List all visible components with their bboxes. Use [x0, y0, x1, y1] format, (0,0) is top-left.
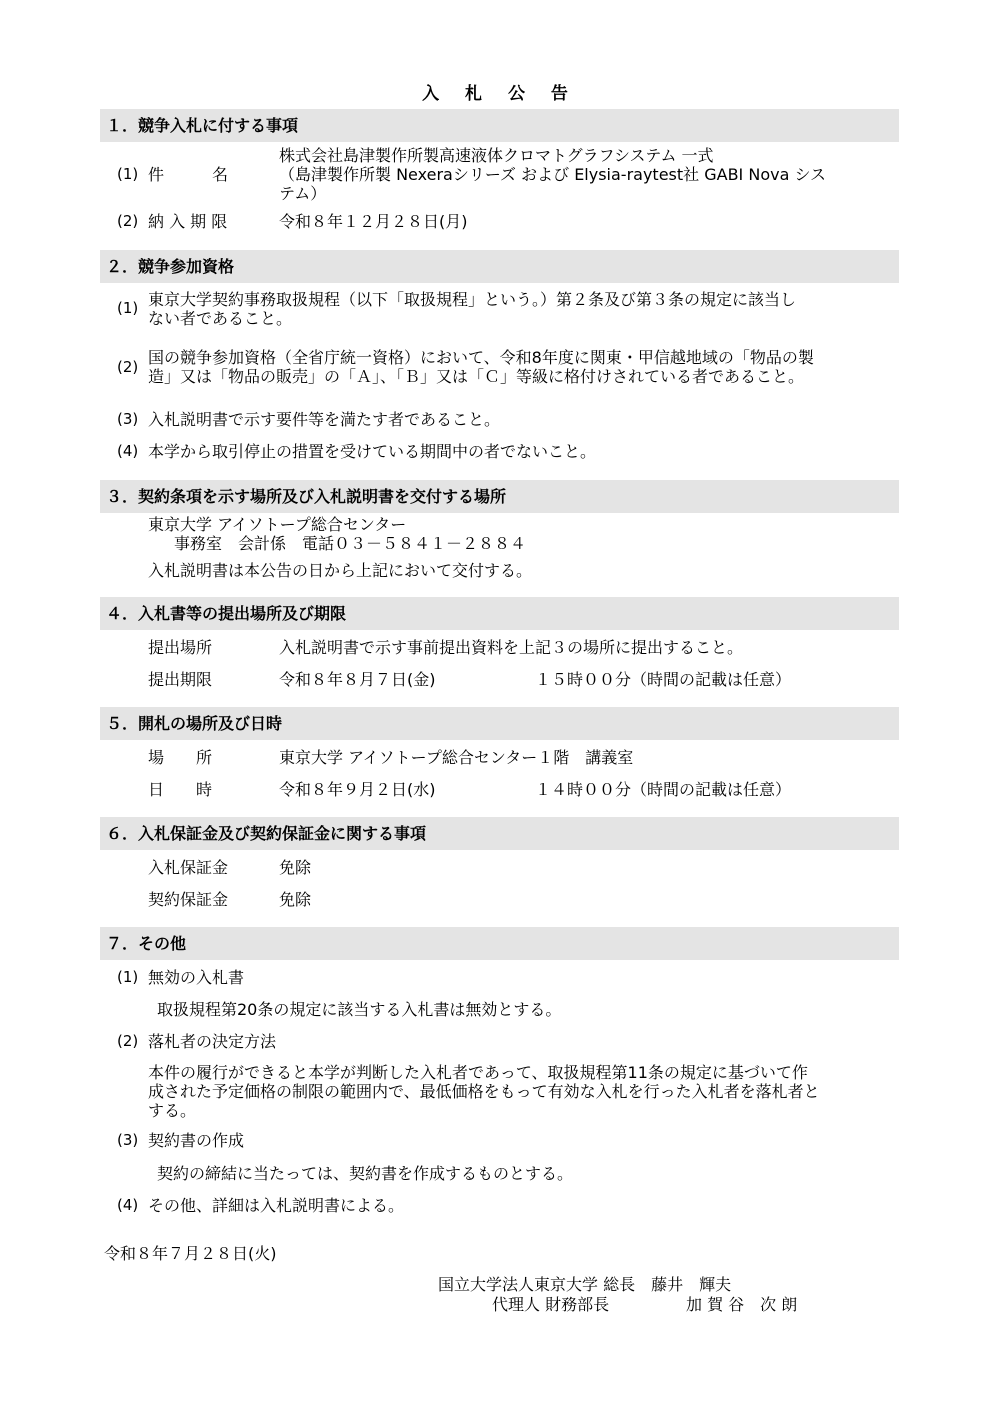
s7-item2-title: 落札者の決定方法 [148, 1032, 277, 1051]
s1-item1-line: テム） [279, 184, 327, 203]
s7-item2-line: 本件の履行ができると本学が判断した入札者であって、取扱規程第11条の規定に基づいて作 [148, 1063, 808, 1082]
s7-item1-title: 無効の入札書 [148, 968, 245, 987]
s4-deadline-time: １５時００分（時間の記載は任意） [535, 670, 792, 689]
section-3-heading: ３．契約条項を示す場所及び入札説明書を交付する場所 [106, 487, 507, 506]
s2-item3-line: 入札説明書で示す要件等を満たす者であること。 [148, 410, 501, 429]
section-2-heading: ２．競争参加資格 [106, 257, 235, 276]
s7-item4-title: その他、詳細は入札説明書による。 [148, 1196, 405, 1215]
s6-contract-label: 契約保証金 [148, 890, 229, 909]
s3-line-3: 入札説明書は本公告の日から上記において交付する。 [148, 561, 533, 580]
s7-item3-number: (3) [117, 1131, 139, 1149]
s7-item4-number: (4) [117, 1196, 139, 1214]
s2-item4-number: (4) [117, 442, 139, 460]
s5-place-value: 東京大学 アイソトープ総合センター１階 講義室 [279, 748, 634, 767]
s7-item1-number: (1) [117, 968, 139, 986]
s7-item1-body: 取扱規程第20条の規定に該当する入札書は無効とする。 [157, 1000, 562, 1019]
s1-item1-line: 株式会社島津製作所製高速液体クロマトグラフシステム 一式 [279, 146, 714, 165]
s2-item2-line: 造」又は「物品の販売」の「Ａ」、「Ｂ」又は「Ｃ」等級に格付けされている者であること。 [148, 367, 805, 386]
section-5-heading: ５．開札の場所及び日時 [106, 714, 283, 733]
s2-item1-line: ない者であること。 [148, 309, 293, 328]
s5-time-value: １４時００分（時間の記載は任意） [535, 780, 792, 799]
s3-line-1: 東京大学 アイソトープ総合センター [148, 515, 407, 534]
section-7-header [100, 927, 899, 960]
s2-item1-line: 東京大学契約事務取扱規程（以下「取扱規程」という。）第２条及び第３条の規定に該当し [148, 290, 797, 309]
signatory-agent-name: 加 賀 谷 次 朗 [686, 1295, 798, 1314]
s7-item2-line: 成された予定価格の制限の範囲内で、最低価格をもって有効な入札を行った入札者を落札者と [148, 1082, 820, 1101]
signatory-agent-role: 代理人 財務部長 [492, 1295, 610, 1314]
section-1-heading: １．競争入札に付する事項 [106, 116, 299, 135]
s4-place-label: 提出場所 [148, 638, 213, 657]
s7-item3-body: 契約の締結に当たっては、契約書を作成するものとする。 [157, 1164, 574, 1183]
section-3-header [100, 480, 899, 513]
s3-line-2: 事務室 会計係 電話０３－５８４１－２８８４ [174, 534, 527, 553]
s1-item1-line: （島津製作所製 Nexeraシリーズ および Elysia-raytest社 GABI Nova シス [279, 165, 827, 184]
s2-item2-number: (2) [117, 358, 139, 376]
notice-title: 入 札 公 告 [422, 84, 578, 104]
s1-item2-value: 令和８年１２月２８日(月) [279, 212, 468, 231]
section-5-header [100, 707, 899, 740]
section-1-header [100, 109, 899, 142]
s2-item1-number: (1) [117, 299, 139, 317]
s5-place-label: 場 所 [148, 748, 213, 767]
s2-item4-line: 本学から取引停止の措置を受けている期間中の者でないこと。 [148, 442, 597, 461]
s7-item3-title: 契約書の作成 [148, 1131, 245, 1150]
section-4-header [100, 597, 899, 630]
s1-item2-number: (2) [117, 212, 139, 230]
notice-date: 令和８年７月２８日(火) [104, 1244, 277, 1263]
s2-item2-line: 国の競争参加資格（全省庁統一資格）において、令和8年度に関東・甲信越地域の「物品の製 [148, 348, 814, 367]
signatory-president: 国立大学法人東京大学 総長 藤井 輝夫 [438, 1275, 732, 1294]
s4-deadline-date: 令和８年８月７日(金) [279, 670, 436, 689]
section-6-header [100, 817, 899, 850]
s6-contract-value: 免除 [279, 890, 312, 909]
s4-place-value: 入札説明書で示す事前提出資料を上記３の場所に提出すること。 [279, 638, 744, 657]
s7-item2-line: する。 [148, 1101, 197, 1120]
s5-date-label: 日 時 [148, 780, 213, 799]
s1-item1-label: 件 名 [148, 165, 229, 184]
s1-item2-label: 納 入 期 限 [148, 212, 228, 231]
s2-item3-number: (3) [117, 410, 139, 428]
s6-bid-value: 免除 [279, 858, 312, 877]
s1-item1-number: (1) [117, 165, 139, 183]
s7-item2-number: (2) [117, 1032, 139, 1050]
section-4-heading: ４．入札書等の提出場所及び期限 [106, 604, 347, 623]
s4-deadline-label: 提出期限 [148, 670, 213, 689]
s5-date-value: 令和８年９月２日(水) [279, 780, 436, 799]
section-6-heading: ６．入札保証金及び契約保証金に関する事項 [106, 824, 427, 843]
s6-bid-label: 入札保証金 [148, 858, 229, 877]
section-7-heading: ７．その他 [106, 934, 187, 953]
section-2-header [100, 250, 899, 283]
